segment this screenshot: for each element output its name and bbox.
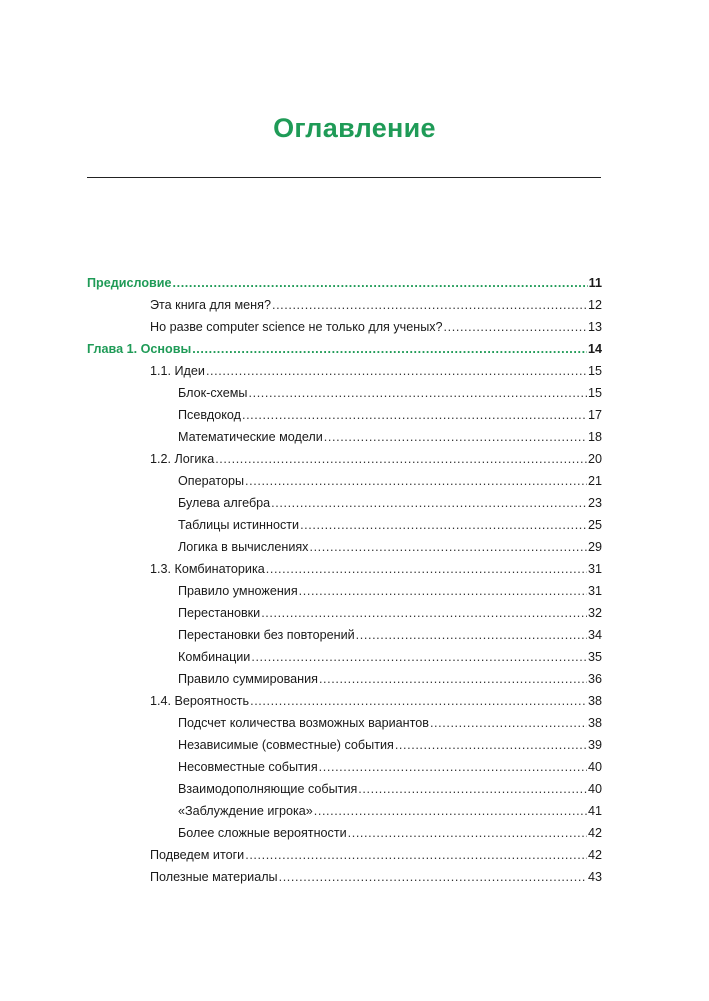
toc-dot-leader — [245, 844, 587, 866]
toc-chapter-entry[interactable] — [87, 272, 602, 294]
toc-page-number: 29 — [587, 540, 602, 554]
toc-page-number: 21 — [587, 474, 602, 488]
toc-entry-title: Взаимодополняющие события — [178, 782, 358, 796]
toc-dot-leader — [245, 470, 587, 492]
toc-page-number: 14 — [587, 342, 602, 356]
toc-dot-leader — [314, 800, 587, 822]
toc-page-number: 15 — [587, 364, 602, 378]
toc-dot-leader — [444, 316, 587, 338]
toc-entry-title: Несовместные события — [178, 760, 318, 774]
toc-entry-title: «Заблуждение игрока» — [178, 804, 313, 818]
toc-dot-leader — [279, 866, 587, 888]
toc-dot-leader — [430, 712, 587, 734]
toc-entry[interactable] — [178, 712, 602, 734]
toc-entry[interactable] — [178, 492, 602, 514]
toc-page-number: 42 — [587, 826, 602, 840]
toc-entry-title: Правило суммирования — [178, 672, 318, 686]
toc-page-number: 31 — [587, 584, 602, 598]
toc-page-number: 40 — [587, 760, 602, 774]
toc-entry-title: Глава 1. Основы — [87, 342, 192, 356]
toc-entry[interactable] — [150, 690, 602, 712]
toc-entry-title: Независимые (совместные) события — [178, 738, 394, 752]
toc-dot-leader — [319, 756, 587, 778]
toc-dot-leader — [266, 558, 587, 580]
toc-entry[interactable] — [178, 382, 602, 404]
toc-entry[interactable] — [178, 734, 602, 756]
toc-page-number: 43 — [587, 870, 602, 884]
toc-entry-title: Комбинации — [178, 650, 251, 664]
toc-page-number: 23 — [587, 496, 602, 510]
toc-dot-leader — [206, 360, 587, 382]
toc-entry-title: Предисловие — [87, 276, 172, 290]
toc-dot-leader — [261, 602, 587, 624]
toc-page-number: 35 — [587, 650, 602, 664]
toc-entry[interactable] — [178, 536, 602, 558]
toc-page-number: 18 — [587, 430, 602, 444]
toc-page-number: 40 — [587, 782, 602, 796]
toc-page-number: 34 — [587, 628, 602, 642]
toc-entry-title: Операторы — [178, 474, 245, 488]
toc-dot-leader — [242, 404, 587, 426]
toc-entry-title: 1.1. Идеи — [150, 364, 205, 378]
toc-dot-leader — [272, 294, 587, 316]
toc-page-number: 13 — [587, 320, 602, 334]
toc-entry[interactable] — [178, 778, 602, 800]
toc-entry-title: Булева алгебра — [178, 496, 271, 510]
toc-dot-leader — [348, 822, 587, 844]
toc-dot-leader — [356, 624, 587, 646]
toc-dot-leader — [395, 734, 587, 756]
toc-entry[interactable] — [150, 360, 602, 382]
toc-entry-title: Математические модели — [178, 430, 323, 444]
toc-entry-title: Более сложные вероятности — [178, 826, 347, 840]
toc-dot-leader — [249, 382, 587, 404]
toc-dot-leader — [271, 492, 587, 514]
toc-entry-title: Псевдокод — [178, 408, 241, 422]
toc-entry[interactable] — [178, 404, 602, 426]
toc-page-number: 38 — [587, 716, 602, 730]
toc-page-number: 11 — [588, 276, 602, 290]
toc-entry[interactable] — [150, 844, 602, 866]
toc-entry[interactable] — [178, 470, 602, 492]
toc-entry-title: Но разве computer science не только для ученых? — [150, 320, 443, 334]
toc-entry-title: 1.3. Комбинаторика — [150, 562, 265, 576]
toc-dot-leader — [251, 646, 587, 668]
toc-entry[interactable] — [150, 294, 602, 316]
toc-page-number: 36 — [587, 672, 602, 686]
toc-entry[interactable] — [150, 448, 602, 470]
toc-page-number: 39 — [587, 738, 602, 752]
toc-entry-title: Эта книга для меня? — [150, 298, 271, 312]
toc-dot-leader — [300, 514, 587, 536]
toc-page-number: 20 — [587, 452, 602, 466]
toc-entry[interactable] — [178, 646, 602, 668]
toc-dot-leader — [324, 426, 587, 448]
toc-entry[interactable] — [150, 316, 602, 338]
toc-entry-title: Блок-схемы — [178, 386, 248, 400]
toc-entry-title: 1.2. Логика — [150, 452, 215, 466]
toc-entry[interactable] — [178, 580, 602, 602]
toc-entry[interactable] — [178, 624, 602, 646]
title-divider — [87, 177, 601, 178]
toc-entry-title: Таблицы истинности — [178, 518, 300, 532]
toc-page-number: 25 — [587, 518, 602, 532]
toc-entry-title: 1.4. Вероятность — [150, 694, 250, 708]
toc-entry-title: Подведем итоги — [150, 848, 245, 862]
toc-entry-title: Подсчет количества возможных вариантов — [178, 716, 429, 730]
toc-entry[interactable] — [178, 668, 602, 690]
toc-page-number: 17 — [587, 408, 602, 422]
toc-page-number: 38 — [587, 694, 602, 708]
toc-dot-leader — [250, 690, 587, 712]
page-title: Оглавление — [273, 113, 436, 143]
toc-page-number: 41 — [587, 804, 602, 818]
toc-entry[interactable] — [178, 800, 602, 822]
toc-entry-title: Перестановки — [178, 606, 261, 620]
toc-dot-leader — [299, 580, 587, 602]
toc-page-number: 32 — [587, 606, 602, 620]
toc-entry[interactable] — [150, 866, 602, 888]
toc-chapter-entry[interactable] — [87, 338, 602, 360]
toc-page-number: 31 — [587, 562, 602, 576]
toc-entry[interactable] — [178, 756, 602, 778]
toc-entry[interactable] — [178, 514, 602, 536]
toc-dot-leader — [319, 668, 587, 690]
toc-entry[interactable] — [178, 426, 602, 448]
toc-entry[interactable] — [150, 558, 602, 580]
toc-dot-leader — [192, 338, 587, 360]
toc-dot-leader — [309, 536, 587, 558]
toc-entry-title: Перестановки без повторений — [178, 628, 355, 642]
toc-entry[interactable] — [178, 822, 602, 844]
toc-dot-leader — [215, 448, 587, 470]
toc-entry[interactable] — [178, 602, 602, 624]
toc-page-number: 15 — [587, 386, 602, 400]
toc-page-number: 12 — [587, 298, 602, 312]
toc-entry-title: Правило умножения — [178, 584, 298, 598]
toc-entry-title: Полезные материалы — [150, 870, 278, 884]
toc-dot-leader — [358, 778, 587, 800]
toc-entry-title: Логика в вычислениях — [178, 540, 309, 554]
toc-page-number: 42 — [587, 848, 602, 862]
toc-dot-leader — [173, 272, 588, 294]
